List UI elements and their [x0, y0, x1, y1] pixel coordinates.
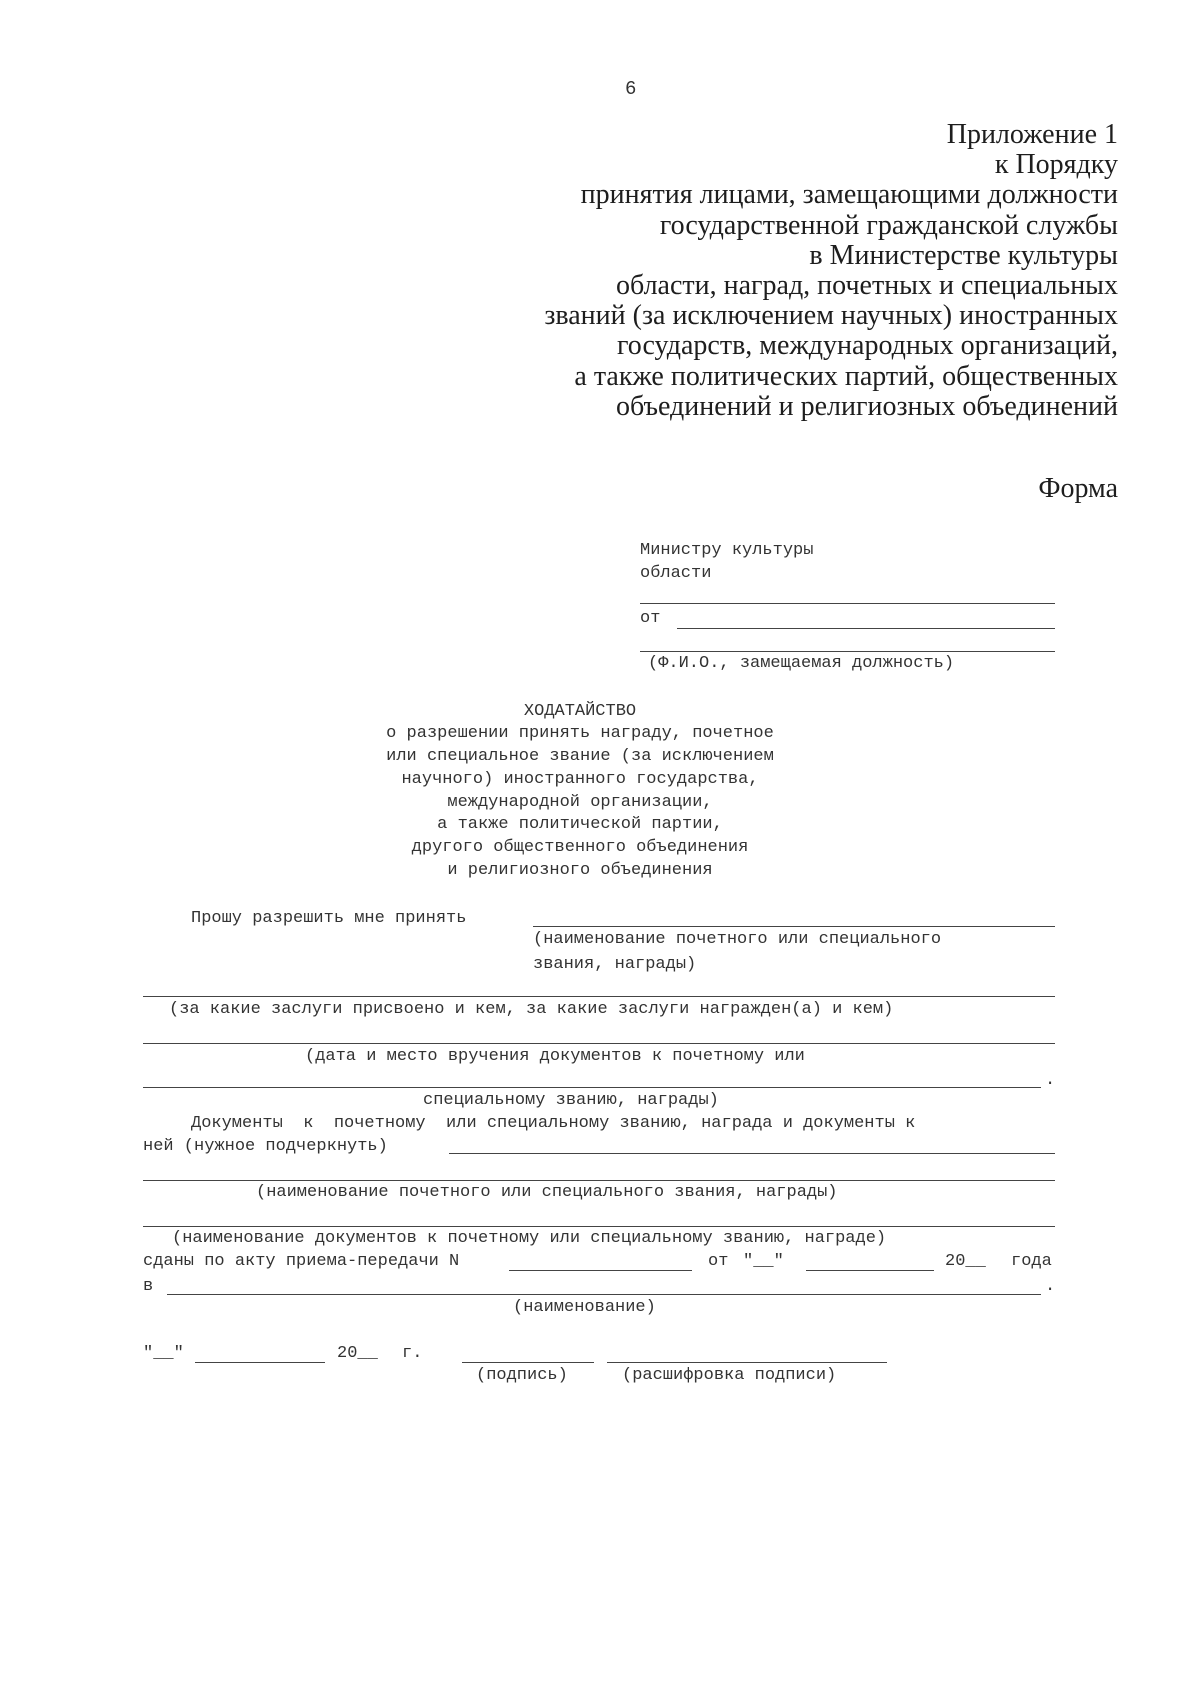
documents-underline-line[interactable] [449, 1153, 1055, 1154]
petition-subtitle-line: а также политической партии, [437, 815, 723, 834]
documents-text-1: Документы к почетному или специальному званию, награда и документы к [191, 1114, 916, 1133]
appendix-line: Приложение 1 [946, 119, 1118, 150]
appendix-line: области, наград, почетных и специальных [616, 270, 1118, 302]
signature-caption: (подпись) [476, 1366, 568, 1385]
from-name-line[interactable] [677, 628, 1055, 629]
organization-line[interactable] [167, 1294, 1041, 1295]
petition-subtitle-line: или специальное звание (за исключением [386, 747, 774, 766]
appendix-line: государств, международных организаций, [616, 330, 1118, 362]
date-place-line[interactable] [143, 1043, 1055, 1044]
signature-line[interactable] [462, 1362, 594, 1363]
period-2: . [1045, 1277, 1056, 1296]
appendix-line: принятия лицами, замещающими должности [580, 179, 1118, 211]
petition-subtitle-line: научного) иностранного государства, [401, 770, 759, 789]
signature-decoding-line[interactable] [607, 1362, 887, 1363]
appendix-line: к Порядку [994, 149, 1118, 181]
decoding-caption: (расшифровка подписи) [622, 1366, 837, 1385]
act-day-blank[interactable]: "__" [743, 1252, 784, 1271]
appendix-line: званий (за исключением научных) иностранных [544, 300, 1118, 332]
award-name-line[interactable] [533, 926, 1055, 927]
appendix-line: а также политических партий, общественных [574, 360, 1118, 392]
page-number: 6 [625, 78, 637, 100]
form-label: Форма [1038, 473, 1118, 504]
handed-text: сданы по акту приема-передачи N [143, 1252, 460, 1271]
award-caption-1: (наименование почетного или специального [533, 930, 942, 949]
petition-subtitle-line: и религиозного объединения [447, 861, 713, 880]
name-caption: (наименование) [513, 1298, 656, 1317]
fio-caption: (Ф.И.О., замещаемая должность) [648, 654, 955, 673]
from-word: от [708, 1252, 729, 1271]
act-number-line[interactable] [509, 1270, 692, 1271]
addressee-line-2: области [640, 564, 712, 583]
date-caption-2: специальному званию, награды) [423, 1091, 719, 1110]
position-line[interactable] [640, 651, 1055, 652]
addressee-line-1: Министру культуры [640, 541, 814, 560]
appendix-line: в Министерстве культуры [809, 239, 1118, 271]
award-caption-2: звания, награды) [533, 955, 697, 974]
act-year[interactable]: 20__ [945, 1252, 986, 1271]
appendix-line: государственной гражданской службы [659, 209, 1118, 241]
petition-subtitle-line: о разрешении принять награду, почетное [386, 724, 774, 743]
appendix-header [498, 120, 1118, 422]
award-name-caption: (наименование почетного или специального звания, награды) [256, 1183, 838, 1202]
addressee-blank-line[interactable] [640, 603, 1055, 604]
request-text: Прошу разрешить мне принять [191, 909, 467, 928]
sign-year[interactable]: 20__ [337, 1344, 378, 1363]
from-label: от [640, 609, 661, 628]
period: . [1045, 1071, 1056, 1090]
appendix-line: объединений и религиозных объединений [615, 390, 1118, 422]
act-month-line[interactable] [806, 1270, 934, 1271]
petition-title: ХОДАТАЙСТВО [523, 702, 637, 721]
docs-name-line[interactable] [143, 1226, 1055, 1227]
sign-month-line[interactable] [195, 1362, 325, 1363]
petition-subtitle-line: другого общественного объединения [411, 838, 749, 857]
sign-year-abbr: г. [402, 1344, 423, 1363]
year-word: года [1011, 1252, 1052, 1271]
merits-line[interactable] [143, 996, 1055, 997]
sign-day-blank[interactable]: "__" [143, 1344, 184, 1363]
petition-subtitle-line: международной организации, [447, 793, 713, 812]
in-letter: в [143, 1277, 154, 1296]
date-caption-1: (дата и место вручения документов к почетному или [305, 1047, 805, 1066]
documents-text-2: ней (нужное подчеркнуть) [143, 1137, 388, 1156]
date-place-line-2[interactable] [143, 1087, 1041, 1088]
docs-name-caption: (наименование документов к почетному или специальному званию, награде) [172, 1229, 887, 1248]
merits-caption: (за какие заслуги присвоено и кем, за какие заслуги награжден(а) и кем) [169, 1000, 894, 1019]
award-name-line-2[interactable] [143, 1180, 1055, 1181]
